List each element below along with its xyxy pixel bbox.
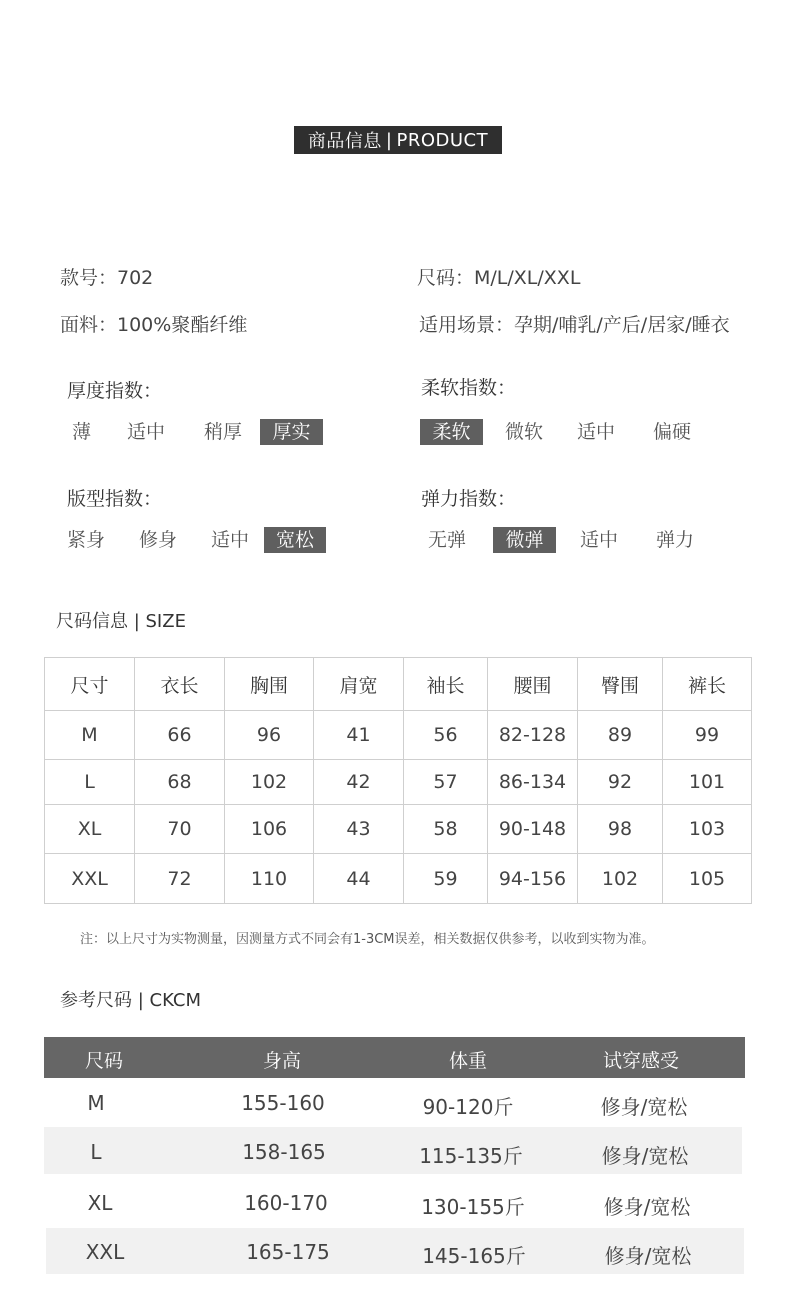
table-cell: 44 [314,854,404,904]
table-row [45,711,752,760]
table-cell: 59 [404,854,488,904]
reference-cell: M [87,1091,105,1115]
reference-cell: 165-175 [246,1240,330,1264]
reference-cell: 修身/宽松 [603,1195,691,1219]
table-cell: 106 [225,805,314,854]
reference-cell: 145-165斤 [422,1244,526,1268]
table-cell: 58 [404,805,488,854]
table-cell: L [45,760,135,805]
fit-option-medium: 适中 [211,529,250,551]
fabric: 面料：100%聚酯纤维 [60,314,248,336]
table-cell: XL [45,805,135,854]
product-title-banner [294,126,502,154]
table-cell: 56 [404,711,488,760]
reference-cell: 90-120斤 [422,1095,514,1119]
size-table [44,657,752,904]
size-header-cell: 衣长 [135,658,225,711]
size-header-cell: 肩宽 [314,658,404,711]
table-row [45,854,752,904]
table-cell: 110 [225,854,314,904]
table-cell: 102 [578,854,663,904]
table-cell: 103 [663,805,752,854]
softness-option-hard: 偏硬 [653,421,692,443]
reference-section-title: 参考尺码 | CKCM [60,990,201,1011]
fit-option-tight: 紧身 [67,529,106,551]
scene: 适用场景：孕期/哺乳/产后/居家/睡衣 [419,314,730,336]
softness-option-medium: 适中 [577,421,616,443]
table-cell: XXL [45,854,135,904]
table-cell: 96 [225,711,314,760]
banner-left: 商品信息 [307,131,382,152]
elasticity-index-label: 弹力指数： [421,488,517,510]
elasticity-option-slight-selected: 微弹 [493,527,556,553]
fit-index-label: 版型指数： [67,488,163,510]
table-cell: 68 [135,760,225,805]
table-row [45,760,752,805]
available-sizes: 尺码：M/L/XL/XXL [417,267,581,289]
reference-header-cell: 尺码 [84,1050,123,1072]
table-cell: 70 [135,805,225,854]
size-header-cell: 胸围 [225,658,314,711]
table-cell: 99 [663,711,752,760]
table-cell: 94-156 [488,854,578,904]
thickness-option-thin: 薄 [72,421,92,443]
reference-cell: 修身/宽松 [600,1095,688,1119]
size-header-cell: 袖长 [404,658,488,711]
softness-option-slightly-soft: 微软 [505,421,544,443]
reference-cell: 130-155斤 [421,1195,525,1219]
table-cell: 90-148 [488,805,578,854]
table-cell: 82-128 [488,711,578,760]
reference-cell: XXL [85,1240,125,1264]
reference-cell: 155-160 [241,1091,325,1115]
thickness-option-thick-selected: 厚实 [260,419,323,445]
table-cell: 72 [135,854,225,904]
reference-header-cell: 体重 [448,1050,487,1072]
table-cell: 89 [578,711,663,760]
softness-index-label: 柔软指数： [421,377,517,399]
size-header-cell: 裤长 [663,658,752,711]
reference-cell: 修身/宽松 [604,1244,692,1268]
size-header-cell: 尺寸 [45,658,135,711]
table-cell: 102 [225,760,314,805]
reference-header-cell: 身高 [262,1050,301,1072]
table-cell: M [45,711,135,760]
table-cell: 98 [578,805,663,854]
thickness-option-medium: 适中 [127,421,166,443]
table-row [45,805,752,854]
elasticity-option-none: 无弹 [428,529,467,551]
table-cell: 86-134 [488,760,578,805]
size-section-title: 尺码信息 | SIZE [56,611,186,632]
table-cell: 92 [578,760,663,805]
reference-cell: 115-135斤 [419,1144,523,1168]
table-cell: 42 [314,760,404,805]
banner-separator: | [385,129,393,151]
reference-cell: L [90,1140,102,1164]
softness-option-soft-selected: 柔软 [420,419,483,445]
size-table-header-row [45,658,752,711]
table-cell: 105 [663,854,752,904]
reference-cell: XL [87,1191,113,1215]
table-cell: 66 [135,711,225,760]
reference-cell: 160-170 [244,1191,328,1215]
banner-right: PRODUCT [396,129,489,151]
reference-header-cell: 试穿感受 [602,1050,679,1072]
size-header-cell: 臀围 [578,658,663,711]
size-header-cell: 腰围 [488,658,578,711]
size-note: 注：以上尺寸为实物测量，因测量方式不同会有1-3CM误差，相关数据仅供参考，以收到实物为准。 [80,932,655,947]
table-cell: 57 [404,760,488,805]
style-number: 款号：702 [60,267,154,289]
elasticity-option-medium: 适中 [580,529,619,551]
table-cell: 43 [314,805,404,854]
table-cell: 41 [314,711,404,760]
thickness-option-slightly-thick: 稍厚 [204,421,243,443]
fit-option-slim: 修身 [139,529,178,551]
thickness-index-label: 厚度指数： [67,380,163,402]
elasticity-option-stretch: 弹力 [656,529,695,551]
fit-option-loose-selected: 宽松 [264,527,326,553]
reference-cell: 修身/宽松 [601,1144,689,1168]
reference-cell: 158-165 [242,1140,326,1164]
table-cell: 101 [663,760,752,805]
